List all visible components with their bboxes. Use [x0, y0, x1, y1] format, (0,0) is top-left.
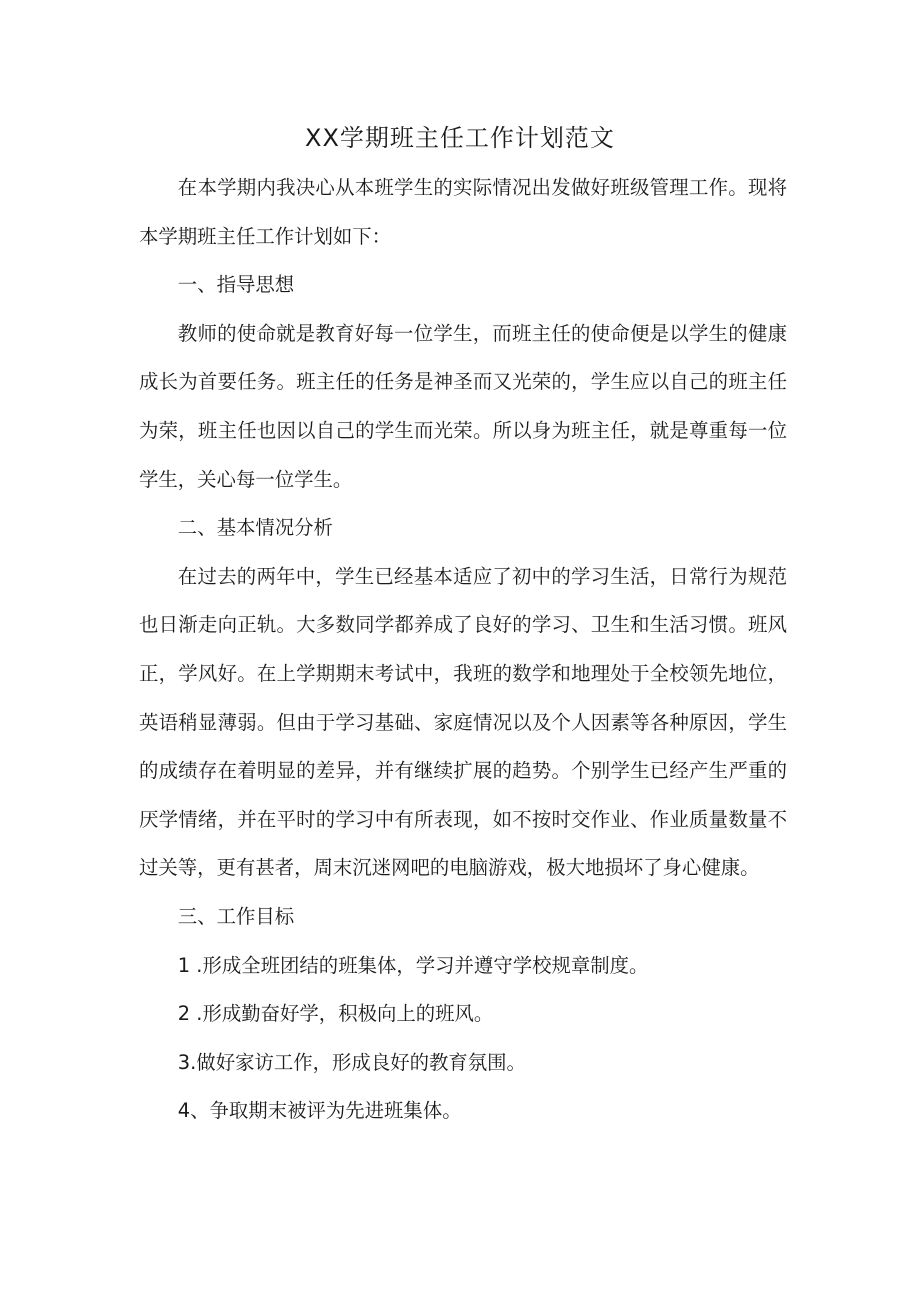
- goal-item: 3.做好家访工作，形成良好的教育氛围。: [177, 1050, 526, 1074]
- section-heading-guiding-thought: 一、指导思想: [177, 273, 295, 297]
- situation-analysis-paragraph: 在过去的两年中，学生已经基本适应了初中的学习生活，日常行为规范也日渐走向正轨。大多数同学都养成了良好的学习、卫生和生活习惯。班风正，学风好。在上学期期末考试中，我班的数学和地理处于全校领先地位，英语稍显薄弱。但由于学习基础、家庭情况以及个人因素等各种原因，学生的成绩存在着明显的差异，并有继续扩展的趋势。个别学生已经产生严重的厌学情绪，并在平时的学习中有所表现，如不按时交作业、作业质量数量不过关等，更有甚者，周末沉迷网吧的电脑游戏，极大地损坏了身心健康。: [139, 564, 787, 880]
- goal-item: 4、争取期末被评为先进班集体。: [177, 1099, 462, 1123]
- guiding-thought-paragraph: 教师的使命就是教育好每一位学生，而班主任的使命便是以学生的健康成长为首要任务。班主任的任务是神圣而又光荣的，学生应以自己的班主任为荣，班主任也因以自己的学生而光荣。所以身为班主任，就是尊重每一位学生，关心每一位学生。: [139, 321, 787, 491]
- section-heading-situation-analysis: 二、基本情况分析: [177, 516, 333, 540]
- goal-item: 2 .形成勤奋好学，积极向上的班风。: [177, 1002, 494, 1026]
- intro-paragraph: 在本学期内我决心从本班学生的实际情况出发做好班级管理工作。现将本学期班主任工作计划如下：: [139, 176, 787, 248]
- goal-item: 1 .形成全班团结的班集体，学习并遵守学校规章制度。: [177, 953, 649, 977]
- section-heading-work-goals: 三、工作目标: [177, 904, 295, 928]
- document-title: XX学期班主任工作计划范文: [305, 124, 615, 152]
- document-body: [139, 164, 787, 1136]
